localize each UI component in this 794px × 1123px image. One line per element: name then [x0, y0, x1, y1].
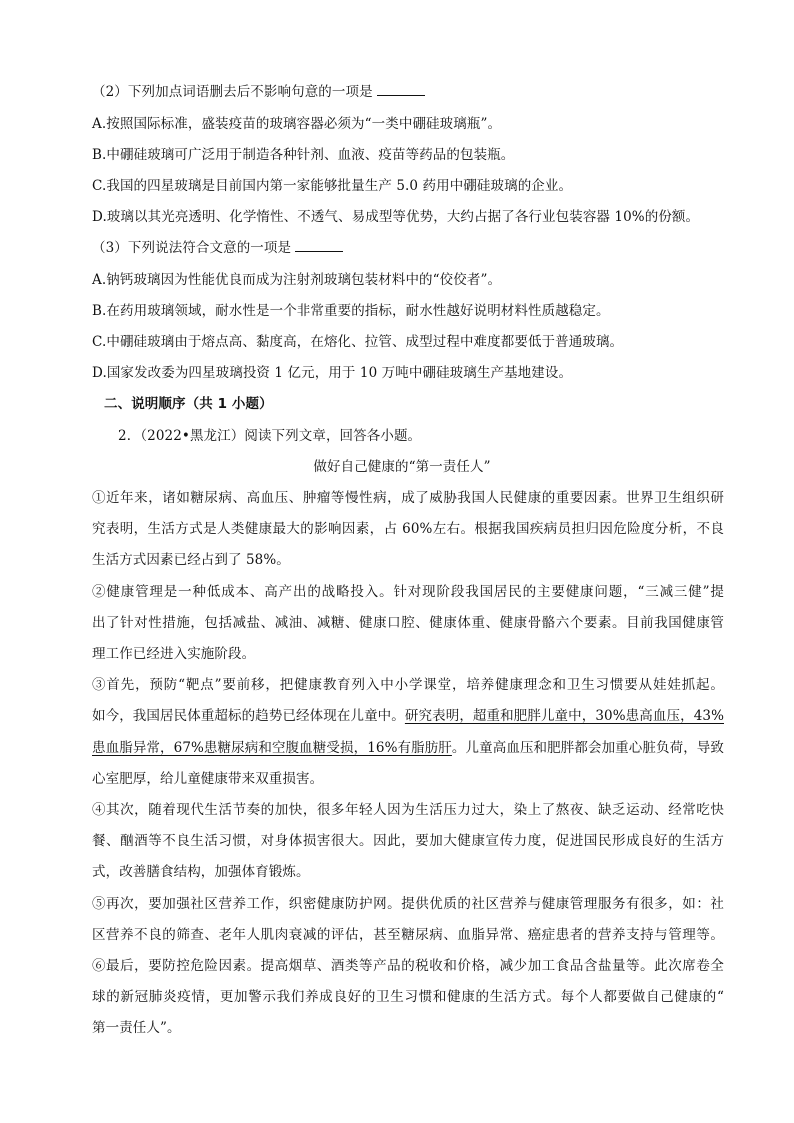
- q3-stem-text: （3）下列说法符合文意的一项是: [92, 240, 292, 256]
- q3-stem: [92, 238, 732, 258]
- paragraph-4-line: ④其次，随着现代生活节奏的加快，很多年轻人因为生活压力过大，染上了熬夜、缺乏运动、经常吃快: [92, 802, 724, 818]
- plain-text: 。儿童高血压和肥胖都会加重心脏负荷，导致: [451, 740, 725, 756]
- paragraph-6-line: 第一责任人”。: [92, 1020, 181, 1036]
- paragraph-3-line: 心室肥厚，给儿童健康带来双重损害。: [92, 771, 324, 787]
- q3-option-b: B.在药用玻璃领域，耐水性是一个非常重要的指标，耐水性越好说明材料性质越稳定。: [92, 303, 610, 319]
- paragraph-4-line: 餐、酗酒等不良生活习惯，对身体损害很大。因此，要加大健康宣传力度，促进国民形成良好的生活方: [92, 833, 724, 849]
- q2-stem-text: （2）下列加点词语删去后不影响句意的一项是: [92, 84, 373, 100]
- q2-option-a: A.按照国际标准，盛装疫苗的玻璃容器必须为“一类中硼硅玻璃瓶”。: [92, 116, 502, 132]
- paragraph-3-line: [92, 738, 724, 758]
- underlined-sentence: 患血脂异常，67%患糖尿病和空腹血糖受损，16%有脂肪肝: [92, 740, 452, 756]
- paragraph-1-line: 究表明，生活方式是人类健康最大的影响因素，占 60%左右。根据我国疾病员担归因危险度分析，不良: [92, 521, 724, 537]
- paragraph-1-line: ①近年来，诸如糖尿病、高血压、肿瘤等慢性病，成了威胁我国人民健康的重要因素。世界卫生组织研: [92, 490, 724, 506]
- paragraph-2-line: ②健康管理是一种低成本、高产出的战略投入。针对现阶段我国居民的主要健康问题，“三减三健”提: [92, 584, 724, 600]
- paragraph-3-line: ③首先，预防“靶点”要前移，把健康教育列入中小学课堂，培养健康理念和卫生习惯要从娃娃抓起。: [92, 677, 724, 693]
- paragraph-1-line: 生活方式因素已经占到了 58%。: [92, 552, 290, 568]
- question-intro: 2．（2022•黑龙江）阅读下列文章，回答各小题。: [118, 428, 422, 444]
- answer-blank[interactable]: [295, 238, 343, 252]
- answer-blank[interactable]: [377, 82, 425, 96]
- q3-option-a: A.钠钙玻璃因为性能优良而成为注射剂玻璃包装材料中的“佼佼者”。: [92, 272, 502, 288]
- paragraph-4-line: 式，改善膳食结构，加强体育锻炼。: [92, 864, 310, 880]
- paragraph-6-line: 球的新冠肺炎疫情，更加警示我们养成良好的卫生习惯和健康的生活方式。每个人都要做自己健康的“: [92, 989, 724, 1005]
- paragraph-6-line: ⑥最后，要防控危险因素。提高烟草、酒类等产品的税收和价格，减少加工食品含盐量等。此次席卷全: [92, 958, 724, 974]
- paragraph-2-line: 出了针对性措施，包括减盐、减油、减糖、健康口腔、健康体重、健康骨骼六个要素。目前我国健康管: [92, 615, 724, 631]
- paragraph-5-line: 区营养不良的筛查、老年人肌肉衰减的评估，甚至糖尿病、血脂异常、癌症患者的营养支持与管理等。: [92, 927, 724, 943]
- paragraph-5-line: ⑤再次，要加强社区营养工作，织密健康防护网。提供优质的社区营养与健康管理服务有很多，如：社: [92, 896, 724, 912]
- plain-text: 如今，我国居民体重超标的趋势已经体现在儿童中。: [92, 708, 405, 724]
- q3-option-d: D.国家发改委为四星玻璃投资 1 亿元，用于 10 万吨中硼硅玻璃生产基地建设。: [92, 365, 573, 381]
- q3-option-c: C.中硼硅玻璃由于熔点高、黏度高，在熔化、拉管、成型过程中难度都要低于普通玻璃。: [92, 334, 624, 350]
- underlined-sentence: 研究表明，超重和肥胖儿童中，30%患高血压，43%: [404, 708, 724, 724]
- article-title: 做好自己健康的“第一责任人”: [313, 459, 491, 475]
- q2-option-d: D.玻璃以其光亮透明、化学惰性、不透气、易成型等优势，大约占据了各行业包装容器 10%的份额。: [92, 209, 700, 225]
- q2-stem: [92, 82, 732, 102]
- paragraph-2-line: 理工作已经进入实施阶段。: [92, 646, 256, 662]
- paragraph-3-line: [92, 706, 724, 726]
- section-heading: 二、说明顺序（共 1 小题）: [104, 396, 273, 412]
- q2-option-b: B.中硼硅玻璃可广泛用于制造各种针剂、血液、疫苗等药品的包装瓶。: [92, 147, 515, 163]
- q2-option-c: C.我国的四星玻璃是目前国内第一家能够批量生产 5.0 药用中硼硅玻璃的企业。: [92, 178, 573, 194]
